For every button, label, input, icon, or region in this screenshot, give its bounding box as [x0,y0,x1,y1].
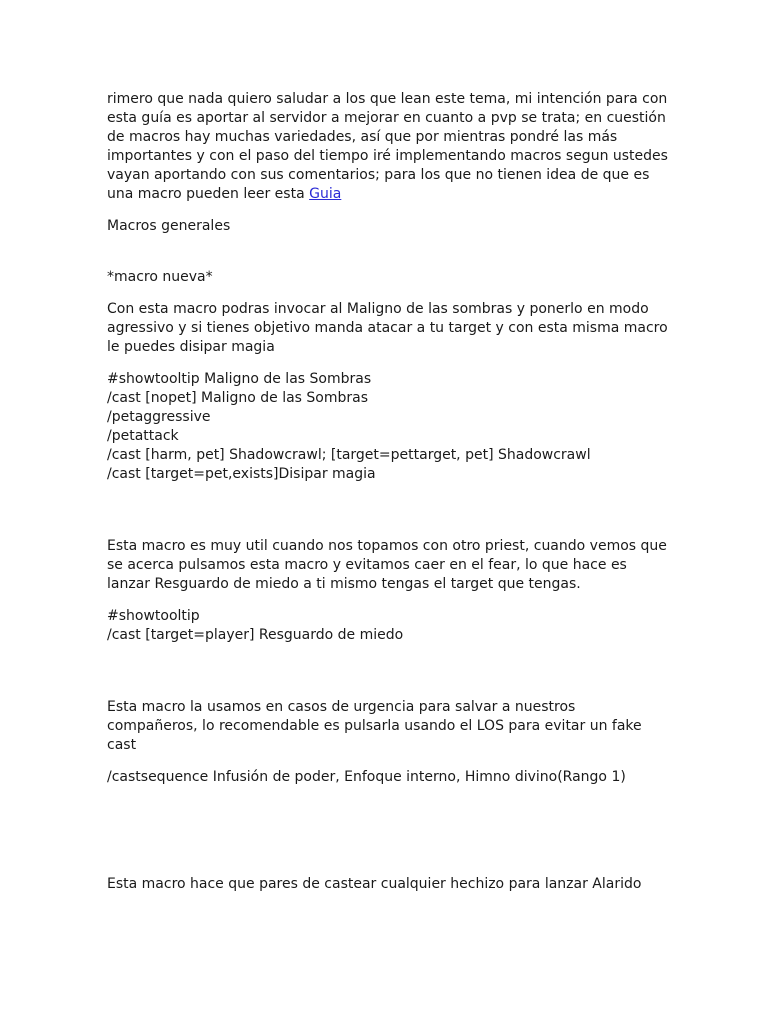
description-line: Esta macro hace que pares de castear cualquier hechizo para lanzar Alarido [107,876,642,892]
intro-line: de macros hay muchas variedades, así que por mientras pondré las más [107,129,618,145]
code-line: /castsequence Infusión de poder, Enfoque interno, Himno divino(Rango 1) [107,769,626,785]
code-line: /cast [target=pet,exists]Disipar magia [107,466,376,482]
code-line: /petattack [107,428,179,444]
code-line: /cast [target=player] Resguardo de miedo [107,627,404,643]
intro-line: esta guía es aportar al servidor a mejorar en cuanto a pvp se trata; en cuestión [107,110,666,126]
macro1-code [107,370,667,484]
intro-line-last [107,185,667,204]
description-line: compañeros, lo recomendable es pulsarla usando el LOS para evitar un fake [107,718,642,734]
intro-paragraph [107,90,667,204]
description-line: le puedes disipar magia [107,339,275,355]
intro-line-text: una macro pueden leer esta [107,186,310,202]
description-line: Esta macro es muy util cuando nos topamos con otro priest, cuando vemos que [107,538,667,554]
code-line: #showtooltip [107,608,200,624]
description-line: Esta macro la usamos en casos de urgencia para salvar a nuestros [107,699,576,715]
description-line: agressivo y si tienes objetivo manda atacar a tu target y con esta misma macro [107,320,668,336]
code-line: /cast [harm, pet] Shadowcrawl; [target=pettarget, pet] Shadowcrawl [107,447,591,463]
description-line: lanzar Resguardo de miedo a ti mismo tengas el target que tengas. [107,576,581,592]
intro-line: rimero que nada quiero saludar a los que lean este tema, mi intención para con [107,91,668,107]
macro1-description [107,300,667,357]
macro3-code [107,768,667,787]
macro2-code [107,607,667,645]
macro1-title: *macro nueva* [107,269,213,285]
document-body [107,90,667,894]
macro2-description [107,537,667,594]
intro-line: vayan aportando con sus comentarios; para los que no tienen idea de que es [107,167,650,183]
description-line: se acerca pulsamos esta macro y evitamos caer en el fear, lo que hace es [107,557,627,573]
code-line: /petaggressive [107,409,211,425]
section-title: Macros generales [107,218,231,234]
description-line: cast [107,737,137,753]
description-line: Con esta macro podras invocar al Maligno de las sombras y ponerlo en modo [107,301,649,317]
macro3-description [107,698,667,755]
guia-link[interactable]: Guia [309,186,342,202]
intro-line: importantes y con el paso del tiempo iré implementando macros segun ustedes [107,148,668,164]
macro4-description [107,875,667,894]
code-line: #showtooltip Maligno de las Sombras [107,371,372,387]
code-line: /cast [nopet] Maligno de las Sombras [107,390,369,406]
